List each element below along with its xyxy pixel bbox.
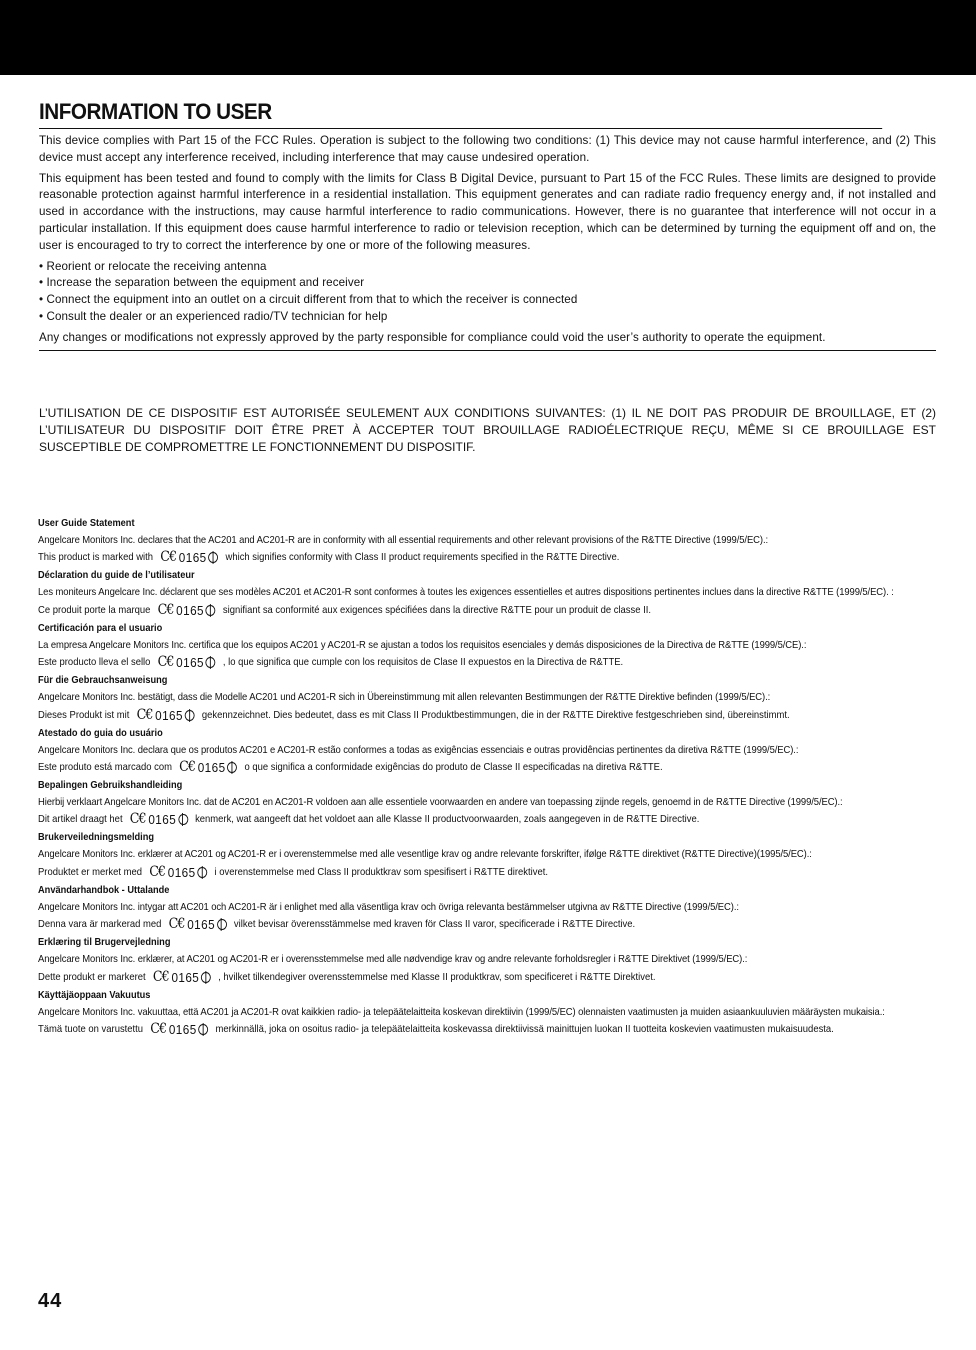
statement-declaration: Angelcare Monitors Inc. bestätigt, dass die Modelle AC201 und AC201-R sich in Übereinstimmung mit allen relevanten Bestimmungen der R&TTE Direktive befinden (1999/5/EC).: xyxy=(38,691,771,704)
alert-class-icon xyxy=(185,710,195,721)
statement-block xyxy=(38,934,938,986)
statement-marking xyxy=(38,915,848,934)
statement-marking xyxy=(38,1020,848,1039)
ce-mark xyxy=(169,915,227,934)
ce-logo-icon: C€ xyxy=(157,601,174,618)
marking-text-before: Dette produkt er markeret xyxy=(38,970,146,983)
marking-text-before: Tämä tuote on varustettu xyxy=(38,1023,144,1036)
statement-declaration: Angelcare Monitors Inc. intygar att AC201 och AC201-R är i enlighet med alla väsentliga krav och övriga relevanta bestämmelser utgivna av R&TTE Directive (1999/5/EC).: xyxy=(38,900,739,913)
ce-number: 0165 xyxy=(178,550,207,566)
statement-heading: Käyttäjäoppaan Vakuutus xyxy=(38,988,151,1001)
statement-declaration: Angelcare Monitors Inc. erklærer at AC201 og AC201-R er i overenstemmelse med alle vesentlige krav og andre relevante forskrifter, ifølge R&TTE direktivet (R&TTE Directive)(1995/5/EC).: xyxy=(38,848,812,861)
marking-text-before: Denna vara är markerad med xyxy=(38,918,162,931)
fcc-measures-list xyxy=(39,259,936,326)
ce-logo-icon: C€ xyxy=(157,654,174,671)
ce-number: 0165 xyxy=(176,602,205,618)
fcc-title: INFORMATION TO USER xyxy=(39,98,882,129)
ce-mark xyxy=(137,706,195,725)
marking-text-after: , lo que significa que cumple con los requisitos de Clase II expuestos en la Directiva de R&TTE. xyxy=(222,656,624,669)
fcc-information-section xyxy=(39,98,936,351)
ce-mark xyxy=(158,653,216,672)
marking-text-after: signifiant sa conformité aux exigences spécifiées dans la directive R&TTE pour un produit de classe II. xyxy=(222,603,652,616)
marking-text-after: which signifies conformity with Class II product requirements specified in the R&TTE Directive. xyxy=(225,551,620,564)
marking-text-before: Produktet er merket med xyxy=(38,865,142,878)
ce-mark xyxy=(179,758,237,777)
statement-block xyxy=(38,620,938,672)
ce-logo-icon: C€ xyxy=(136,706,153,723)
statement-heading: Certificación para el usuario xyxy=(38,621,163,634)
fcc-closing: Any changes or modifications not expressly approved by the party responsible for compliance could void the user’s authority to operate the equipment. xyxy=(39,330,936,351)
ce-mark xyxy=(158,601,216,620)
ce-logo-icon: C€ xyxy=(160,549,177,566)
alert-class-icon xyxy=(197,867,207,878)
statement-marking xyxy=(38,810,848,829)
ce-number: 0165 xyxy=(167,864,196,880)
french-notice: L’UTILISATION DE CE DISPOSITIF EST AUTORISÉE SEULEMENT AUX CONDITIONS SUIVANTES: (1) IL NE DOIT PAS PRODUIR DE BROUILLAGE, ET (2) L’UTILISATEUR DU DISPOSITIF DOIT ÊTRE PRET À ACCEPTER TOUT BROUILLAGE RADIOÉLECTRIQUE REÇU, MÊME SI CE BROUILLAGE EST SUSCEPTIBLE DE COMPROMETTRE LE FONCTIONNEMENT DU DISPOSITIF. xyxy=(39,406,936,454)
ce-statements-section xyxy=(38,515,938,1039)
statement-marking xyxy=(38,653,848,672)
marking-text-before: Este producto lleva el sello xyxy=(38,656,151,669)
statement-block xyxy=(38,672,938,724)
statement-block xyxy=(38,777,938,829)
ce-number: 0165 xyxy=(168,1022,197,1038)
alert-class-icon xyxy=(206,605,216,616)
marking-text-after: i overenstemmelse med Class II produktkrav som spesifisert i R&TTE direktivet. xyxy=(214,865,548,878)
statement-heading: Für die Gebrauchsanweisung xyxy=(38,674,168,687)
alert-class-icon xyxy=(217,919,227,930)
ce-logo-icon: C€ xyxy=(149,863,166,880)
ce-number: 0165 xyxy=(155,707,183,723)
ce-logo-icon: C€ xyxy=(150,1021,167,1038)
statement-block xyxy=(38,987,938,1039)
ce-logo-icon: C€ xyxy=(129,811,146,828)
fcc-body xyxy=(39,133,936,351)
fcc-paragraph: This device complies with Part 15 of the FCC Rules. Operation is subject to the following two conditions: (1) This device may not cause harmful interference, and (2) This device must accept any interference received, including interference that may cause undesired operation. xyxy=(39,134,936,164)
statement-block xyxy=(38,515,938,567)
alert-class-icon xyxy=(201,972,211,983)
statement-heading: Erklæring til Brugervejledning xyxy=(38,936,171,949)
statement-declaration: Angelcare Monitors Inc. declara que os produtos AC201 e AC201-R estão conformes a todas as exigências essenciais e outras providências pertinentes da diretiva R&TTE (1999/5/EC).: xyxy=(38,743,799,756)
ce-number: 0165 xyxy=(187,917,216,933)
alert-class-icon xyxy=(206,657,216,668)
statement-declaration: Angelcare Monitors Inc. erklærer, at AC201 og AC201-R er i overensstemmelse med alle nødvendige krav og andre relevante forholdsregler i R&TTE Direktivet (1999/5/EC).: xyxy=(38,953,748,966)
marking-text-before: This product is marked with xyxy=(38,551,154,564)
marking-text-before: Dit artikel draagt het xyxy=(38,813,123,826)
marking-text-after: , hvilket tilkendegiver overensstemmelse med Klasse II produktkrav, som specificeret i R&TTE Direktivet. xyxy=(218,970,656,983)
statement-block xyxy=(38,567,938,619)
statement-heading: User Guide Statement xyxy=(38,517,135,529)
statement-heading: Bepalingen Gebruikshandleiding xyxy=(38,779,183,792)
ce-number: 0165 xyxy=(176,655,205,671)
page-number: 44 xyxy=(38,1290,63,1312)
statement-declaration: La empresa Angelcare Monitors Inc. certifica que los equipos AC201 y AC201-R se ajustan a todos los requisitos esenciales y demás disposiciones de la Directiva de R&TTE (1999/5/CE).: xyxy=(38,638,807,651)
alert-class-icon xyxy=(178,814,188,825)
ce-logo-icon: C€ xyxy=(152,968,169,985)
alert-class-icon xyxy=(198,1024,208,1035)
marking-text-before: Dieses Produkt ist mit xyxy=(38,708,130,721)
alert-class-icon xyxy=(227,762,237,773)
marking-text-before: Ce produit porte la marque xyxy=(38,603,151,616)
fcc-paragraph: This equipment has been tested and found to comply with the limits for Class B Digital Device, pursuant to Part 15 of the FCC Rules. These limits are designed to provide reasonable protection against harmful interference in a residential installation. This equipment generates and can radiate radio frequency energy and, if not installed and used in accordance with the instructions, may cause harmful interference to radio communications. However, there is no guarantee that interference will not occur in a particular installation. If this equipment does cause harmful interference to radio or television reception, which can be determined by turning the equipment off and on, the user is encouraged to try to correct the interference by one or more of the following measures. xyxy=(39,171,936,252)
list-item: • Increase the separation between the equipment and receiver xyxy=(39,276,365,290)
statement-block xyxy=(38,725,938,777)
statement-heading: Brukerveiledningsmelding xyxy=(38,831,155,844)
statement-heading: Atestado do guia do usuário xyxy=(38,726,163,739)
statement-declaration: Les moniteurs Angelcare Inc. déclarent que ses modèles AC201 et AC201-R sont conformes à toutes les exigences essentielles et autres dispositions pertinentes inclues dans la directive R&TTE (1999/5/EC). : xyxy=(38,586,894,599)
marking-text-after: gekennzeichnet. Dies bedeutet, dass es mit Class II Produktbestimmungen, die in der R&TTE Direktive festgeschrieben sind, übereinstimmt. xyxy=(201,708,790,721)
ce-number: 0165 xyxy=(197,760,226,776)
ce-mark xyxy=(130,810,188,829)
list-item: • Reorient or relocate the receiving antenna xyxy=(39,259,267,273)
ce-number: 0165 xyxy=(148,812,177,828)
alert-class-icon xyxy=(208,552,218,563)
statement-block xyxy=(38,882,938,934)
ce-logo-icon: C€ xyxy=(168,916,185,933)
marking-text-after: kenmerk, wat aangeeft dat het voldoet aan alle Klasse II productvoorwaarden, zoals aangegeven in de R&TTE Directive. xyxy=(195,813,700,826)
ce-number: 0165 xyxy=(171,969,200,985)
header-bar xyxy=(0,0,976,75)
statement-marking xyxy=(38,601,848,620)
list-item: • Consult the dealer or an experienced radio/TV technician for help xyxy=(39,309,388,323)
statement-marking xyxy=(38,548,848,567)
statement-declaration: Angelcare Monitors Inc. declares that the AC201 and AC201-R are in conformity with all essential requirements and other relevant provisions of the R&TTE Directive (1999/5/EC).: xyxy=(38,534,769,546)
statement-block xyxy=(38,829,938,881)
ce-mark xyxy=(153,968,211,987)
statement-marking xyxy=(38,863,848,882)
ce-logo-icon: C€ xyxy=(179,759,196,776)
statement-marking xyxy=(38,968,848,987)
statement-declaration: Angelcare Monitors Inc. vakuuttaa, että AC201 ja AC201-R ovat kaikkien radio- ja telepäätelaitteita koskevan direktiivin (1999/5/EC) olennaisten vaatimusten ja muiden asiaankuuluvien määräysten mukaisia.: xyxy=(38,1005,885,1018)
ce-mark xyxy=(149,863,207,882)
statement-heading: Déclaration du guide de l’utilisateur xyxy=(38,569,195,582)
ce-mark xyxy=(150,1020,208,1039)
marking-text-after: o que significa a conformidade exigências do produto de Classe II especificadas na diretiva R&TTE. xyxy=(244,761,663,774)
list-item: • Connect the equipment into an outlet on a circuit different from that to which the receiver is connected xyxy=(39,293,578,307)
marking-text-after: merkinnällä, joka on osoitus radio- ja telepäätelaitteita koskevassa direktiivissä mainittujen luokan II tuotteita koskevien vaatimusten mukaisuudesta. xyxy=(215,1023,834,1036)
statement-marking xyxy=(38,758,848,777)
statement-heading: Användarhandbok - Uttalande xyxy=(38,883,170,896)
marking-text-before: Este produto está marcado com xyxy=(38,761,172,774)
statement-marking xyxy=(38,706,848,725)
statement-declaration: Hierbij verklaart Angelcare Monitors Inc. dat de AC201 en AC201-R voldoen aan alle essentiele voorwaarden en andere van toepassing zijnde regels, genoemd in de R&TTE Directive (1999/5/EC).: xyxy=(38,796,843,809)
ce-mark xyxy=(160,548,218,567)
marking-text-after: vilket bevisar överensstämmelse med kraven för Class II varor, specificerade i R&TTE Directive. xyxy=(233,918,636,931)
